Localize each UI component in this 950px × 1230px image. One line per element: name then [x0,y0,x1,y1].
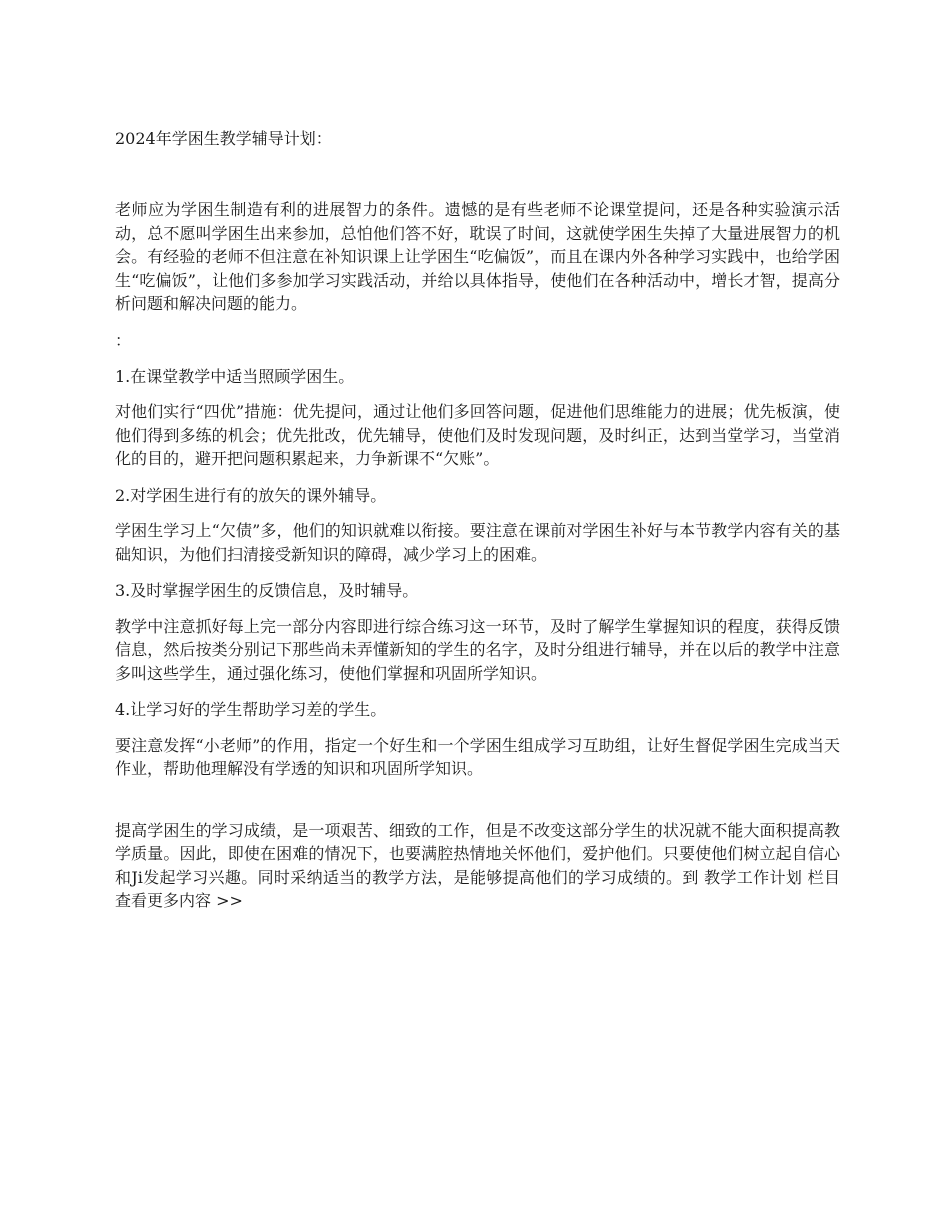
conclusion-paragraph [115,819,840,913]
section-body-3: 教学中注意抓好每上完一部分内容即进行综合练习这一环节，及时了解学生掌握知识的程度，获得反馈信息，然后按类分别记下那些尚未弄懂新知的学生的名字，及时分组进行辅导，并在以后的教学中注意多叫这些学生，通过强化练习，使他们掌握和巩固所学知识。 [115,616,840,683]
intro-paragraph: 老师应为学困生制造有利的进展智力的条件。遗憾的是有些老师不论课堂提问，还是各种实验演示活动，总不愿叫学困生出来参加，总怕他们答不好，耽误了时间，这就使学困生失掉了大量进展智力的机会。有经验的老师不但注意在补知识课上让学困生“吃偏饭”，而且在课内外各种学习实践中，也给学困生“吃偏饭”，让他们多参加学习实践活动，并给以具体指导，使他们在各种活动中，增长才智，提高分析问题和解决问题的能力。 [115,200,840,313]
more-link[interactable]: 教学工作计划 [704,867,803,887]
document-page [115,128,840,913]
more-suffix: 栏目查看更多内容 >> [115,867,840,910]
section-body-1: 对他们实行“四优”措施：优先提问，通过让他们多回答问题，促进他们思维能力的进展；优先板演，使他们得到多练的机会；优先批改，优先辅导，使他们及时发现问题，及时纠正，达到当堂学习，当堂消化的目的，避开把问题积累起来，力争新课不“欠账”。 [115,402,840,468]
section-heading-4: 4.让学习好的学生帮助学习差的学生。 [115,700,387,719]
more-prefix: 到 [682,867,699,887]
section-body-4: 要注意发挥“小老师”的作用，指定一个好生和一个学困生组成学习互助组，让好生督促学困生完成当天作业，帮助他理解没有学透的知识和巩固所学知识。 [115,735,840,778]
conclusion-text: 提高学困生的学习成绩，是一项艰苦、细致的工作，但是不改变这部分学生的状况就不能大面积提高教学质量。因此，即使在困难的情况下，也要满腔热情地关怀他们，爱护他们。只要使他们树立起自信心和Ji发起学习兴趣。同时采纳适当的教学方法，是能够提高他们的学习成绩的。 [115,820,840,887]
document-title: 2024年学困生教学辅导计划： [115,129,332,148]
section-heading-2: 2.对学困生进行有的放矢的课外辅导。 [115,485,387,505]
section-heading-1: 1.在课堂教学中适当照顾学困生。 [115,366,355,386]
section-body-2: 学困生学习上“欠债”多，他们的知识就难以衔接。要注意在课前对学困生补好与本节教学内容有关的基础知识，为他们扫清接受新知识的障碍，减少学习上的困难。 [115,521,840,564]
section-heading-3: 3.及时掌握学困生的反馈信息，及时辅导。 [115,581,419,600]
colon-line: ： [115,330,132,350]
